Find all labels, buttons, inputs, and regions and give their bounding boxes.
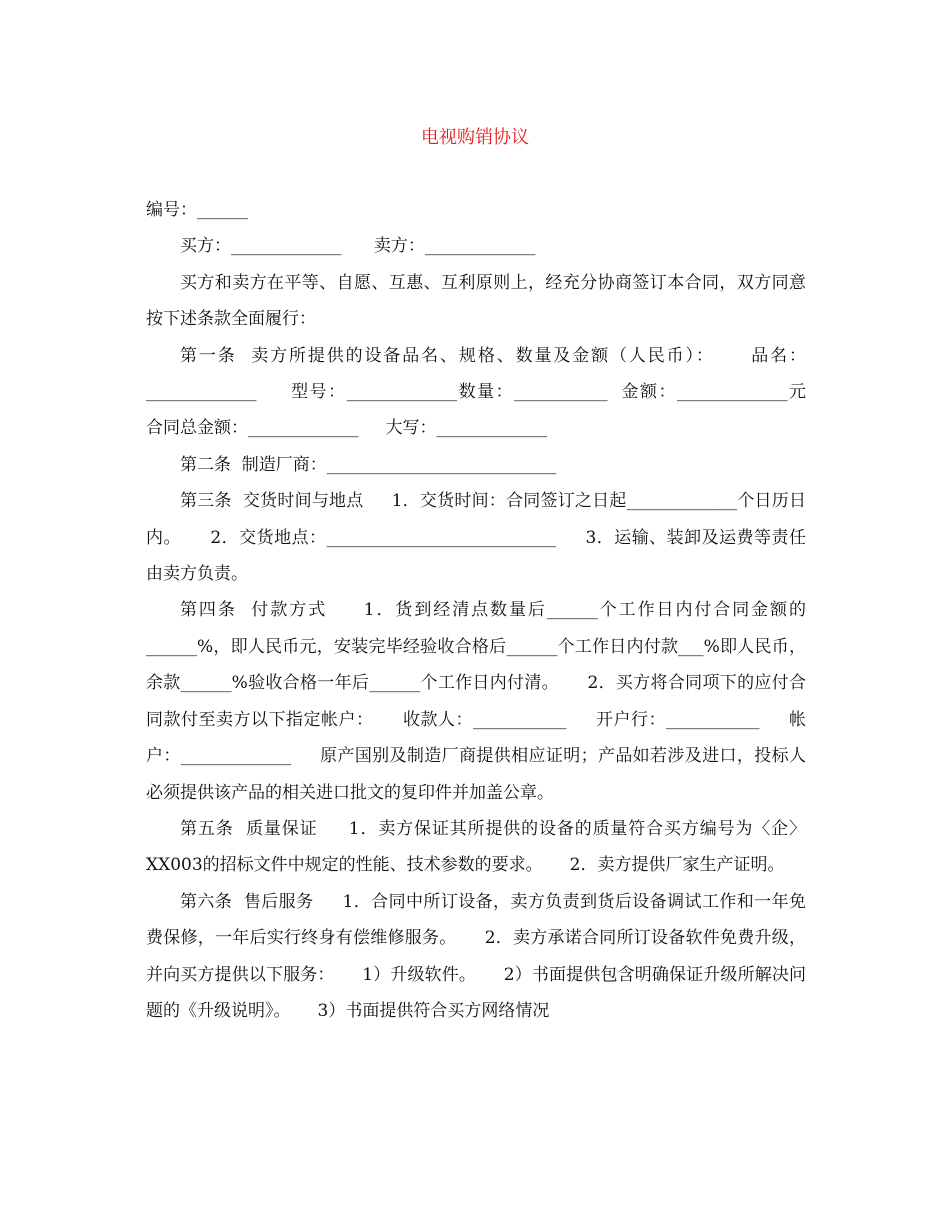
- article-5-paragraph: 第五条 质量保证 1．卖方保证其所提供的设备的质量符合买方编号为〈企〉XX003的招标文件中规定的性能、技术参数的要求。 2．卖方提供厂家生产证明。: [146, 818, 806, 876]
- document-body: [146, 192, 834, 1029]
- article-1-paragraph: 第一条 卖方所提供的设备品名、规格、数量及金额（人民币）： 品名：_____________ 型号：_____________数量：___________ 金额：_____________元 合同总金额：_____________ 大写：_____________: [146, 345, 834, 439]
- contract-number-line: 编号：______: [146, 200, 248, 220]
- preamble-paragraph: 买方和卖方在平等、自愿、互惠、互利原则上，经充分协商签订本合同，双方同意按下述条款全面履行：: [146, 272, 806, 330]
- article-4-paragraph: 第四条 付款方式 1．货到经清点数量后______个工作日内付合同金额的______%，即人民币元，安装完毕经验收合格后______个工作日内付款___%即人民币，余款______%验收合格一年后______个工作日内付清。 2．买方将合同项下的应付合同款付至卖方以下指定帐户： 收款人：___________ 开户行：___________ 帐户：_____________ 原产国别及制造厂商提供相应证明；产品如若涉及进口，投标人必须提供该产品的相关进口批文的复印件并加盖公章。: [146, 600, 806, 803]
- article-6-paragraph: 第六条 售后服务 1．合同中所订设备，卖方负责到货后设备调试工作和一年免费保修，一年后实行终身有偿维修服务。 2．卖方承诺合同所订设备软件免费升级，并向买方提供以下服务： 1）升级软件。 2）书面提供包含明确保证升级所解决问题的《升级说明》。 3）书面提供符合买方网络情况: [146, 891, 806, 1021]
- document-title: 电视购销协议: [421, 127, 529, 148]
- article-3-paragraph: 第三条 交货时间与地点 1．交货时间：合同签订之日起_____________个日历日内。 2．交货地点：___________________________ 3．运输、装卸及运费等责任由卖方负责。: [146, 491, 806, 585]
- parties-line: 买方：_____________ 卖方：_____________: [180, 236, 536, 257]
- article-2-paragraph: 第二条 制造厂商：___________________________: [180, 454, 557, 475]
